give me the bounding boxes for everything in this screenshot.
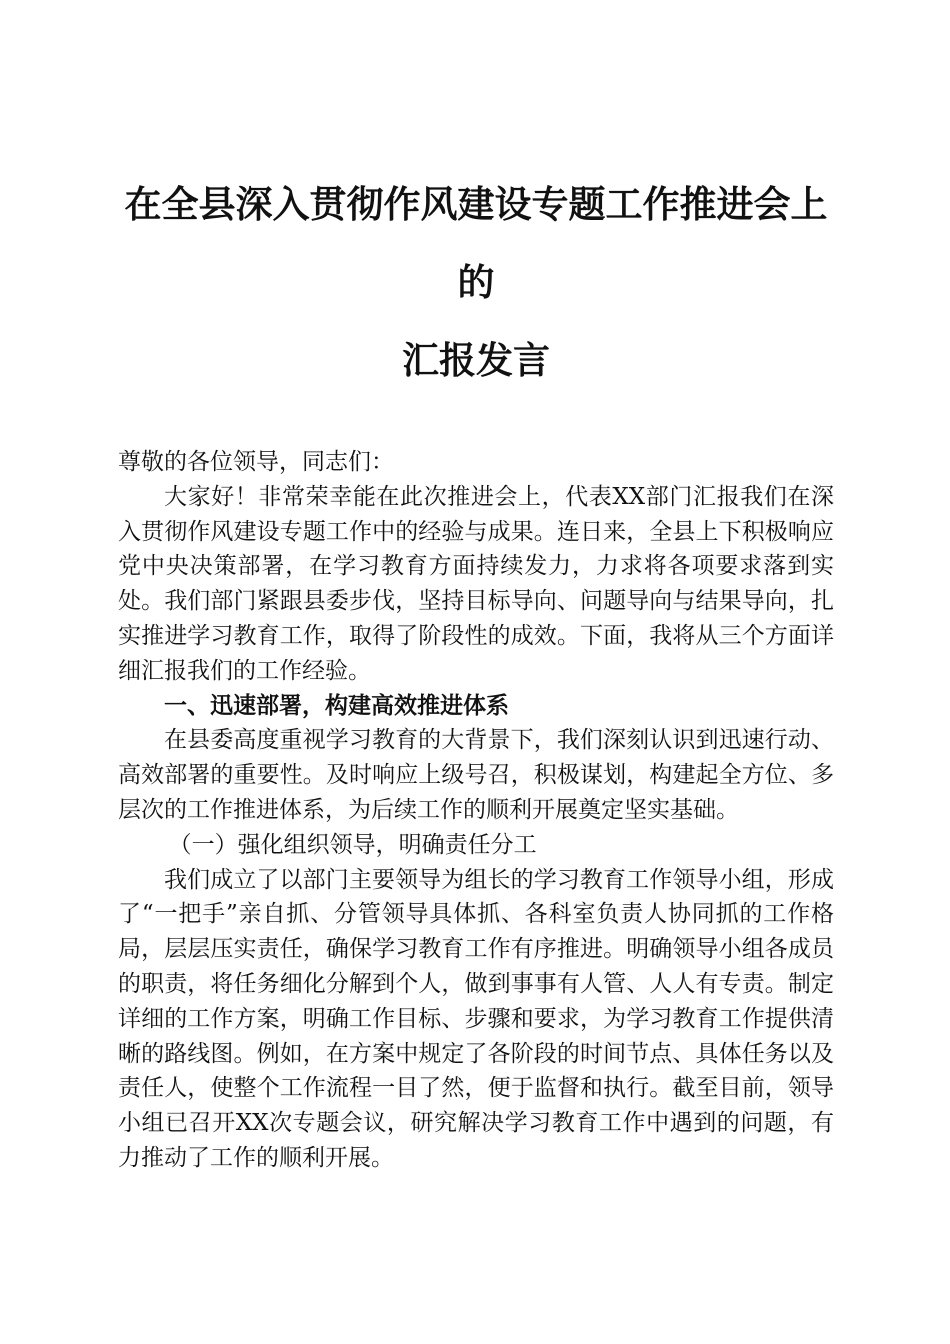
subsection-1-heading: （一）强化组织领导，明确责任分工 [168, 831, 537, 858]
document-page [118, 165, 834, 1176]
intro-paragraph: 大家好！非常荣幸能在此次推进会上，代表XX部门汇报我们在深入贯彻作风建设专题工作中的经验与成果。连日来，全县上下积极响应党中央决策部署，在学习教育方面持续发力，力求将各项要求落到实处。我们部门紧跟县委步伐，坚持目标导向、问题导向与结果导向，扎实推进学习教育工作，取得了阶段性的成效。下面，我将从三个方面详细汇报我们的工作经验。 [118, 483, 834, 684]
document-title [118, 165, 834, 399]
section-1-paragraph: 在县委高度重视学习教育的大背景下，我们深刻认识到迅速行动、高效部署的重要性。及时响应上级号召，积极谋划，构建起全方位、多层次的工作推进体系，为后续工作的顺利开展奠定坚实基础。 [118, 727, 834, 823]
document-body [118, 445, 834, 1176]
salutation: 尊敬的各位领导，同志们： [118, 449, 394, 475]
title-line-1: 在全县深入贯彻作风建设专题工作推进会上的 [124, 182, 828, 304]
section-1-heading: 一、迅速部署，构建高效推进体系 [164, 691, 509, 719]
title-line-2: 汇报发言 [402, 338, 550, 382]
subsection-1-paragraph: 我们成立了以部门主要领导为组长的学习教育工作领导小组，形成了“一把手”亲自抓、分管领导具体抓、各科室负责人协同抓的工作格局，层层压实责任，确保学习教育工作有序推进。明确领导小组各成员的职责，将任务细化分解到个人，做到事事有人管、人人有专责。制定详细的工作方案，明确工作目标、步骤和要求，为学习教育工作提供清晰的路线图。例如，在方案中规定了各阶段的时间节点、具体任务以及责任人，使整个工作流程一目了然，便于监督和执行。截至目前，领导小组已召开XX次专题会议，研究解决学习教育工作中遇到的问题，有力推动了工作的顺利开展。 [118, 866, 834, 1171]
